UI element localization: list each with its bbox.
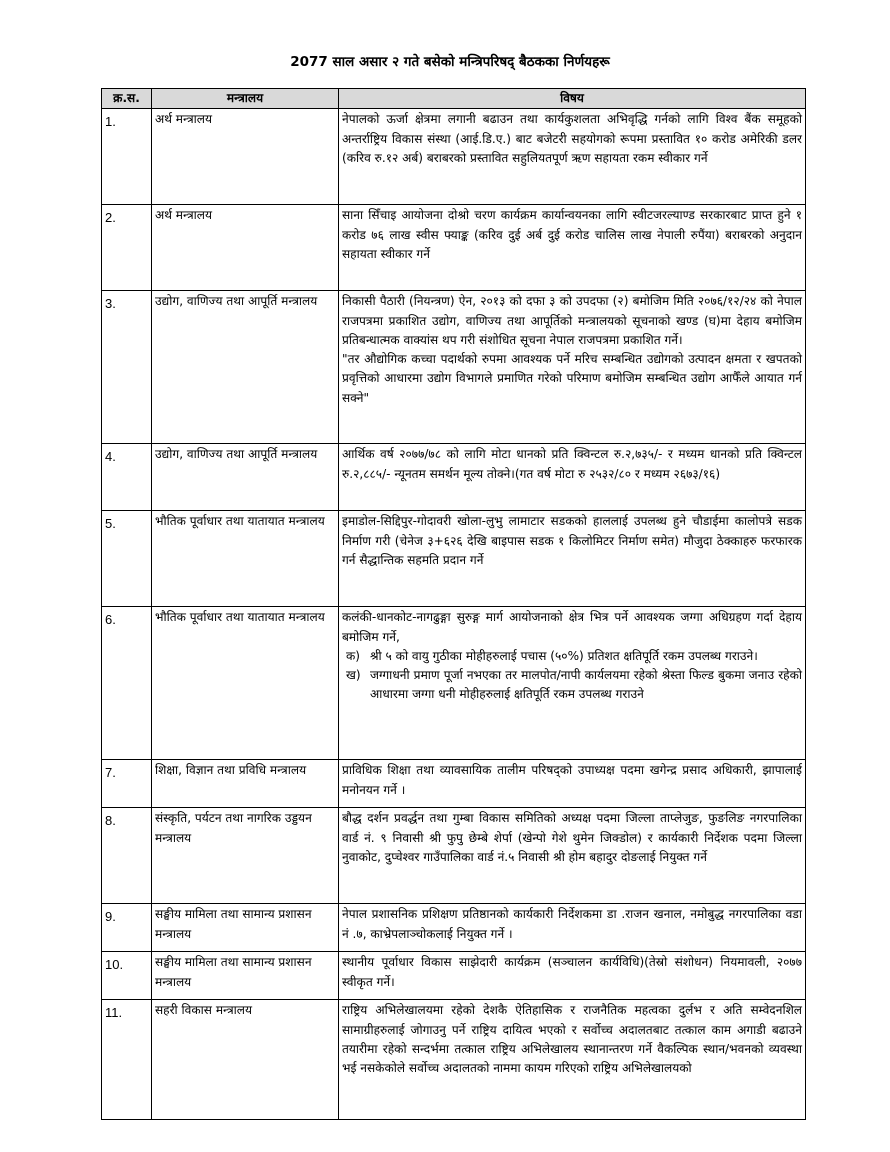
table-row [102, 904, 806, 952]
list-item-marker: क) [346, 648, 361, 663]
row-serial-number: 6. [102, 607, 152, 760]
subject-paragraph: नेपालको ऊर्जा क्षेत्रमा लगानी बढाउन तथा कार्यकुशलता अभिवृद्धि गर्नको लागि विश्व बैंक समूहको अन्तर्राष्ट्रिय विकास संस्था (आई.डि.ए.) बाट बजेटरी सहयोगको रूपमा प्रस्तावित १० करोड अमेरिकी डलर (करिव रु.१२ अर्ब) बराबरको प्रस्तावित सहुलियतपूर्ण ऋण सहायता रकम स्वीकार गर्ने [342, 112, 802, 165]
table-row [102, 952, 806, 1000]
subject-list-item [342, 647, 802, 666]
row-subject [339, 444, 806, 511]
table-row [102, 760, 806, 808]
row-subject [339, 511, 806, 607]
row-ministry: शिक्षा, विज्ञान तथा प्रविधि मन्त्रालय [152, 760, 339, 808]
row-subject [339, 1000, 806, 1120]
subject-paragraph: इमाडोल-सिद्दिपुर-गोदावरी खोला-लुभु लामाटार सडकको हाललाई उपलब्ध हुने चौडाईमा कालोपत्रे सडक निर्माण गरी (चेनेज ३+६२६ देखि बाइपास सडक १ किलोमिटर निर्माण समेत) मौजुदा ठेक्काहरु फरफारक गर्न सैद्धान्तिक सहमति प्रदान गर्ने [342, 514, 802, 567]
table-row [102, 205, 806, 291]
row-ministry: सहरी विकास मन्त्रालय [152, 1000, 339, 1120]
document-title: 2077 साल असार २ गते बसेको मन्त्रिपरिषद् बैठकका निर्णयहरू [290, 54, 610, 70]
subject-paragraph: आर्थिक वर्ष २०७७/७८ को लागि मोटा धानको प्रति क्विन्टल रु.२,७३५/- र मध्यम धानको प्रति क्विन्टल रु.२,८८५/- न्यूनतम समर्थन मूल्य तोक्ने।(गत वर्ष मोटा रु २५३२/८० र मध्यम २६७३/१६) [342, 447, 802, 481]
subject-paragraph: "तर औद्योगिक कच्चा पदार्थको रुपमा आवश्यक पर्ने मरिच सम्बन्धित उद्योगको उत्पादन क्षमता र खपतको प्रवृत्तिको आधारमा उद्योग विभागले प्रमाणित गरेको परिमाण बमोजिम सम्बन्धित उद्योग आफैँले आयात गर्न सक्ने" [342, 352, 802, 405]
header-serial-number: क्र.स. [102, 89, 152, 109]
table-row [102, 511, 806, 607]
table-row [102, 444, 806, 511]
list-item-marker: ख) [346, 668, 361, 683]
subject-paragraph: कलंकी-धानकोट-नागढुङ्गा सुरुङ्ग मार्ग आयोजनाको क्षेत्र भित्र पर्ने आवश्यक जग्गा अधिग्रहण गर्दा देहाय बमोजिम गर्ने, [342, 610, 802, 644]
subject-paragraph: बौद्ध दर्शन प्रवर्द्धन तथा गुम्बा विकास समितिको अध्यक्ष पदमा जिल्ला ताप्लेजुङ, फुङलिङ नगरपालिका वार्ड नं. ९ निवासी श्री फुपु छेम्बे शेर्पा (खेन्पो गेशे थुमेन जिक्डोल) र कार्यकारी निर्देशक पदमा जिल्ला नुवाकोट, दुप्चेश्वर गाउँपालिका वार्ड नं.५ निवासी श्री होम बहादुर दोङलाई नियुक्त गर्ने [342, 811, 802, 864]
list-item-text: जग्गाधनी प्रमाण पूर्जा नभएका तर मालपोत/नापी कार्यलयमा रहेको श्रेस्ता फिल्ड बुकमा जनाउ रहेको आधारमा जग्गा धनी मोहीहरुलाई क्षतिपूर्ति रकम उपलब्ध गराउने [370, 668, 802, 702]
subject-paragraph: नेपाल प्रशासनिक प्रशिक्षण प्रतिष्ठानको कार्यकारी निर्देशकमा डा .राजन खनाल, नमोबुद्ध नगरपालिका वडा नं .७, काभ्रेपलाञ्चोकलाई नियुक्त गर्ने । [342, 907, 802, 941]
table-row [102, 109, 806, 205]
row-serial-number: 8. [102, 808, 152, 904]
row-serial-number: 7. [102, 760, 152, 808]
subject-list-item [342, 666, 802, 705]
row-serial-number: 11. [102, 1000, 152, 1120]
row-subject [339, 291, 806, 444]
row-serial-number: 9. [102, 904, 152, 952]
row-subject [339, 607, 806, 760]
row-ministry: सङ्घीय मामिला तथा सामान्य प्रशासन मन्त्रालय [152, 904, 339, 952]
table-row [102, 808, 806, 904]
row-serial-number: 10. [102, 952, 152, 1000]
row-subject [339, 760, 806, 808]
row-ministry: भौतिक पूर्वाधार तथा यातायात मन्त्रालय [152, 511, 339, 607]
subject-paragraph: साना सिँचाइ आयोजना दोश्रो चरण कार्यक्रम कार्यान्वयनका लागि स्वीटजरल्याण्ड सरकारबाट प्राप्त हुने १ करोड ७६ लाख स्वीस फ्याङ्क (करिव दुई अर्ब दुई करोड चालिस लाख नेपाली रुपैंया) बराबरको अनुदान सहायता स्वीकार गर्ने [342, 208, 802, 261]
row-ministry: उद्योग, वाणिज्य तथा आपूर्ति मन्त्रालय [152, 444, 339, 511]
subject-paragraph: स्थानीय पूर्वाधार विकास साझेदारी कार्यक्रम (सञ्चालन कार्यविधि)(तेस्रो संशोधन) नियमावली, २०७७ स्वीकृत गर्ने। [342, 955, 802, 989]
row-subject [339, 205, 806, 291]
row-subject [339, 904, 806, 952]
row-ministry: अर्थ मन्त्रालय [152, 205, 339, 291]
header-subject: विषय [339, 89, 806, 109]
row-ministry: भौतिक पूर्वाधार तथा यातायात मन्त्रालय [152, 607, 339, 760]
row-serial-number: 1. [102, 109, 152, 205]
decisions-table [101, 88, 806, 1120]
table-header-row [102, 89, 806, 109]
list-item-text: श्री ५ को वायु गुठीका मोहीहरुलाई पचास (५०%) प्रतिशत क्षतिपूर्ति रकम उपलब्ध गराउने। [370, 648, 758, 663]
header-ministry: मन्त्रालय [152, 89, 339, 109]
row-serial-number: 2. [102, 205, 152, 291]
row-ministry: उद्योग, वाणिज्य तथा आपूर्ति मन्त्रालय [152, 291, 339, 444]
row-ministry: अर्थ मन्त्रालय [152, 109, 339, 205]
row-subject [339, 952, 806, 1000]
subject-paragraph: राष्ट्रिय अभिलेखालयमा रहेको देशकै ऐतिहासिक र राजनैतिक महत्वका दुर्लभ र अति सम्वेदनशिल सामाग्रीहरुलाई जोगाउनु पर्ने राष्ट्रिय दायित्व भएको र सर्वोच्च अदालतबाट तत्काल काम अगाडी बढाउने तयारीमा रहेको सन्दर्भमा तत्काल राष्ट्रिय अभिलेखालय स्थानान्तरण गर्ने वैकल्पिक स्थान/भवनको व्यवस्था भई नसकेकोले सर्वोच्च अदालतको नाममा कायम गरिएको राष्ट्रिय अभिलेखालयको [342, 1003, 802, 1076]
row-serial-number: 5. [102, 511, 152, 607]
subject-paragraph: निकासी पैठारी (नियन्त्रण) ऐन, २०१३ को दफा ३ को उपदफा (२) बमोजिम मिति २०७६/१२/२४ को नेपाल राजपत्रमा प्रकाशित उद्योग, वाणिज्य तथा आपूर्तिको मन्त्रालयको सूचनाको खण्ड (घ)मा देहाय बमोजिम प्रतिबन्धात्मक वाक्यांस थप गरी संशोधित सूचना नेपाल राजपत्रमा प्रकाशित गर्ने। [342, 294, 802, 347]
table-row [102, 291, 806, 444]
table-row [102, 607, 806, 760]
row-ministry: सङ्घीय मामिला तथा सामान्य प्रशासन मन्त्रालय [152, 952, 339, 1000]
table-row [102, 1000, 806, 1120]
subject-paragraph: प्राविधिक शिक्षा तथा व्यावसायिक तालीम परिषद्को उपाध्यक्ष पदमा खगेन्द्र प्रसाद अधिकारी, झापालाई मनोनयन गर्ने । [342, 763, 802, 797]
row-serial-number: 4. [102, 444, 152, 511]
row-serial-number: 3. [102, 291, 152, 444]
row-subject [339, 109, 806, 205]
row-ministry: संस्कृति, पर्यटन तथा नागरिक उड्डयन मन्त्रालय [152, 808, 339, 904]
row-subject [339, 808, 806, 904]
